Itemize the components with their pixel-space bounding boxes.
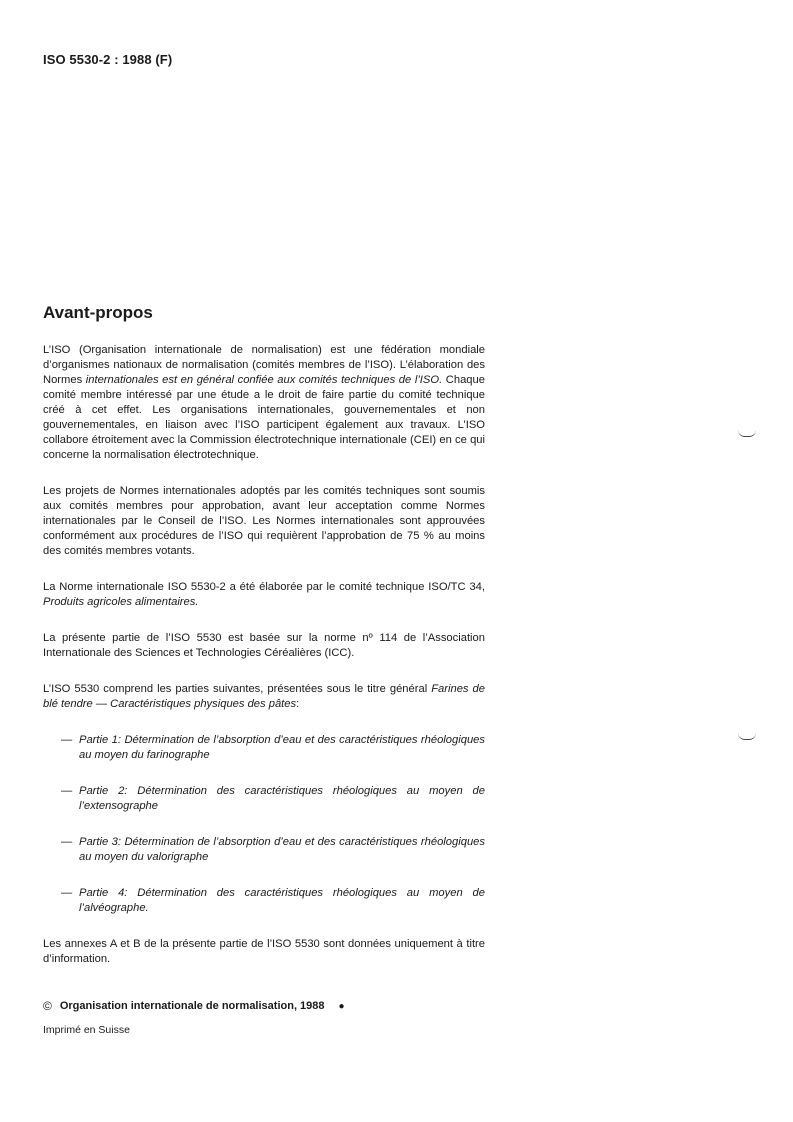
- parts-list: [43, 733, 485, 916]
- copyright-line: [43, 999, 345, 1013]
- paragraph-approval: Les projets de Normes internationales adoptés par les comités techniques sont soumis aux comités membres pour approbation, avant leur acceptation comme Normes internationales par le Conseil de l’ISO. Les Normes internationales sont approuvées conformément aux procédures de l’ISO qui requièrent l’approbation de 75 % au moins des comités membres votants.: [43, 485, 485, 557]
- list-item: [61, 886, 485, 916]
- dash-marker: —: [61, 785, 73, 797]
- bullet-icon: ●: [338, 1000, 345, 1012]
- scan-mark: [738, 430, 756, 437]
- part-text: Partie 2: Détermination des caractéristiques rhéologiques au moyen de l’extensographe: [79, 785, 485, 812]
- copyright-text: Organisation internationale de normalisation, 1988: [59, 1000, 325, 1012]
- scan-mark: [738, 733, 756, 740]
- paragraph-annexes: Les annexes A et B de la présente partie de l’ISO 5530 sont données uniquement à titre d’information.: [43, 938, 485, 965]
- paragraph-icc-basis: La présente partie de l’ISO 5530 est basée sur la norme nº 114 de l’Association Internationale des Sciences et Technologies Céréalières (ICC).: [43, 632, 485, 659]
- paragraph-italic-text: internationales est en général confiée aux comités techniques de l’ISO.: [85, 374, 443, 386]
- paragraph-italic-text: Farines de blé tendre — Caractéristiques physiques des pâtes: [43, 683, 485, 710]
- paragraph-text: Chaque comité membre intéressé par une étude a le droit de faire partie du comité technique créé à cet effet. Les organisations internationales, gouvernementales et non gouvernementales, en liaison avec l’ISO participent également aux travaux. L’ISO collabore étroitement avec la Commission électrotechnique internationale (CEI) en ce qui concerne la normalisation électrotechnique.: [43, 374, 485, 461]
- paragraph-text: :: [296, 698, 300, 710]
- part-text: Partie 4: Détermination des caractéristiques rhéologiques au moyen de l’alvéographe.: [79, 887, 485, 914]
- foreword-section: [43, 303, 485, 988]
- dash-marker: —: [61, 836, 73, 848]
- paragraph-text: L’ISO (Organisation internationale de normalisation) est une fédération mondiale d’organismes nationaux de normalisation (comités membres de l’ISO). L’élaboration des Normes: [43, 344, 485, 386]
- paragraph-italic-text: Produits agricoles alimentaires.: [43, 596, 199, 608]
- document-reference: ISO 5530-2 : 1988 (F): [43, 52, 173, 67]
- paragraph-technical-committee: [43, 580, 485, 610]
- list-item: [61, 835, 485, 865]
- dash-marker: —: [61, 887, 73, 899]
- foreword-heading: Avant-propos: [43, 303, 153, 322]
- copyright-icon: ©: [43, 999, 52, 1013]
- part-text: Partie 3: Détermination de l’absorption d’eau et des caractéristiques rhéologiques au moyen du valorigraphe: [79, 836, 485, 863]
- dash-marker: —: [61, 734, 73, 746]
- paragraph-parts-intro: [43, 682, 485, 712]
- printed-in: Imprimé en Suisse: [43, 1024, 130, 1036]
- paragraph-text: L’ISO 5530 comprend les parties suivantes, présentées sous le titre général: [43, 683, 432, 695]
- paragraph-iso-organisation: [43, 343, 485, 463]
- list-item: [61, 733, 485, 763]
- list-item: [61, 784, 485, 814]
- paragraph-text: La Norme internationale ISO 5530-2 a été élaborée par le comité technique ISO/TC 34,: [43, 581, 485, 593]
- part-text: Partie 1: Détermination de l’absorption d’eau et des caractéristiques rhéologiques au moyen du farinographe: [79, 734, 485, 761]
